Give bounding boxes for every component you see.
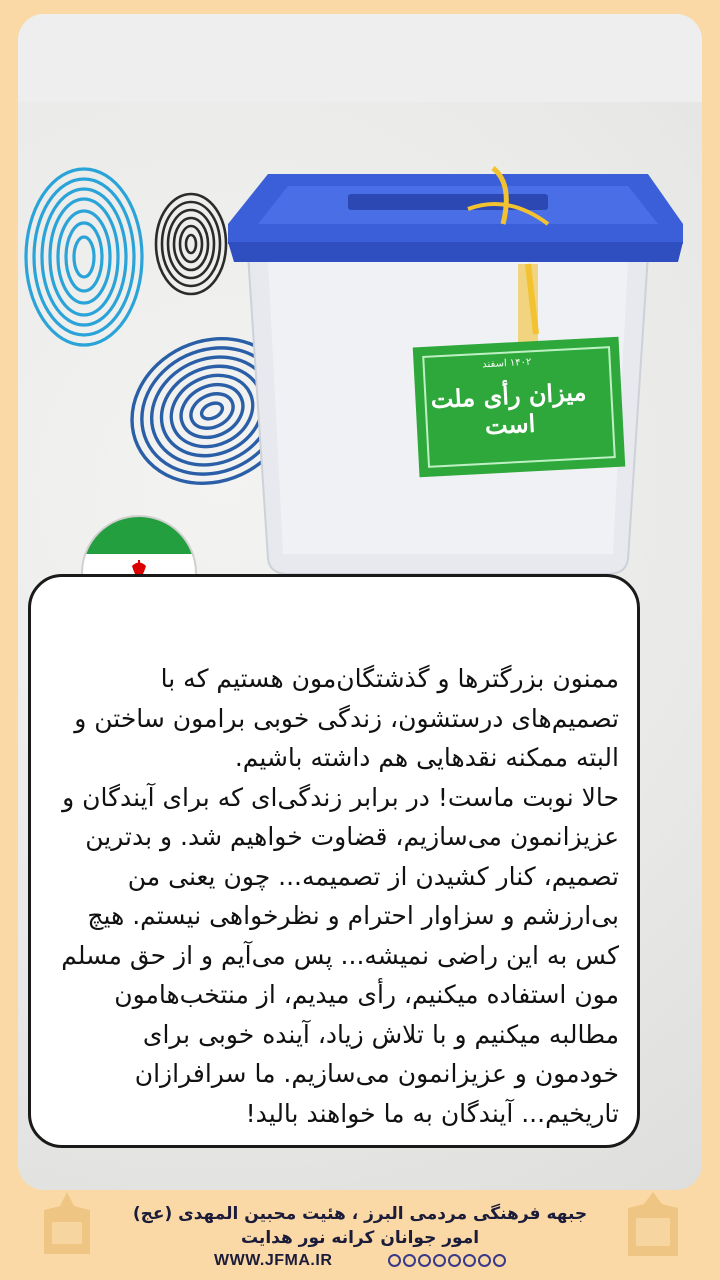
body-line: تاریخیم... آیندگان به ما خواهند بالید! [245, 1098, 619, 1128]
social-icon[interactable] [388, 1254, 401, 1267]
body-text [55, 659, 619, 1133]
box-label [413, 345, 605, 465]
body-line: بی‌ارزشم و سزاوار احترام و نظرخواهی نیستم. هیچ [87, 901, 619, 930]
body-line: خودمون و عزیزانمون می‌سازیم. ما سرافرازان [134, 1059, 619, 1088]
social-icon[interactable] [418, 1254, 431, 1267]
social-icon[interactable] [478, 1254, 491, 1267]
body-line: تصمیم‌های درستشون، زندگی خوبی برامون ساختن و [74, 703, 619, 733]
footer [0, 1196, 720, 1280]
body-line: ممنون بزرگترها و گذشتگان‌مون هستیم که با [160, 664, 619, 693]
social-icon[interactable] [403, 1254, 416, 1267]
poster-card [18, 14, 702, 1190]
social-icon[interactable] [463, 1254, 476, 1267]
box-label-small: ۱۴۰۲ اسفند [481, 356, 532, 371]
footer-dept: امور جوانان کرانه نور هدایت [240, 1228, 480, 1248]
social-icons [388, 1254, 506, 1267]
fingerprint-icon [152, 190, 230, 298]
social-icon[interactable] [448, 1254, 461, 1267]
body-line: عزیزانمون می‌سازیم، قضاوت خواهیم شد. و بدترین [85, 822, 619, 851]
message-box [28, 574, 640, 1148]
body-line: مطالبه میکنیم و با تلاش زیاد، آینده خوبی برای [142, 1019, 619, 1049]
body-line: کس به این راضی نمیشه... پس می‌آیم و از حق مسلم [61, 940, 619, 970]
top-bar [18, 14, 702, 102]
body-line: مون استفاده میکنیم، رأی میدیم، از منتخب‌هامون [114, 980, 619, 1009]
body-line: حالا نوبت ماست! در برابر زندگی‌ای که برای آیندگان و [62, 782, 619, 812]
body-line: البته ممکنه نقدهایی هم داشته باشیم. [234, 743, 619, 772]
footer-website[interactable]: WWW.JFMA.IR [214, 1252, 333, 1269]
social-icon[interactable] [433, 1254, 446, 1267]
social-icon[interactable] [493, 1254, 506, 1267]
body-line: تصمیم، کنار کشیدن از تصمیمه... چون یعنی من [127, 861, 619, 891]
box-label-main: میزان رأی ملت است [429, 376, 588, 441]
footer-org: جبهه فرهنگی مردمی البرز ، هئیت محبین المهدی (عج) [132, 1204, 588, 1224]
